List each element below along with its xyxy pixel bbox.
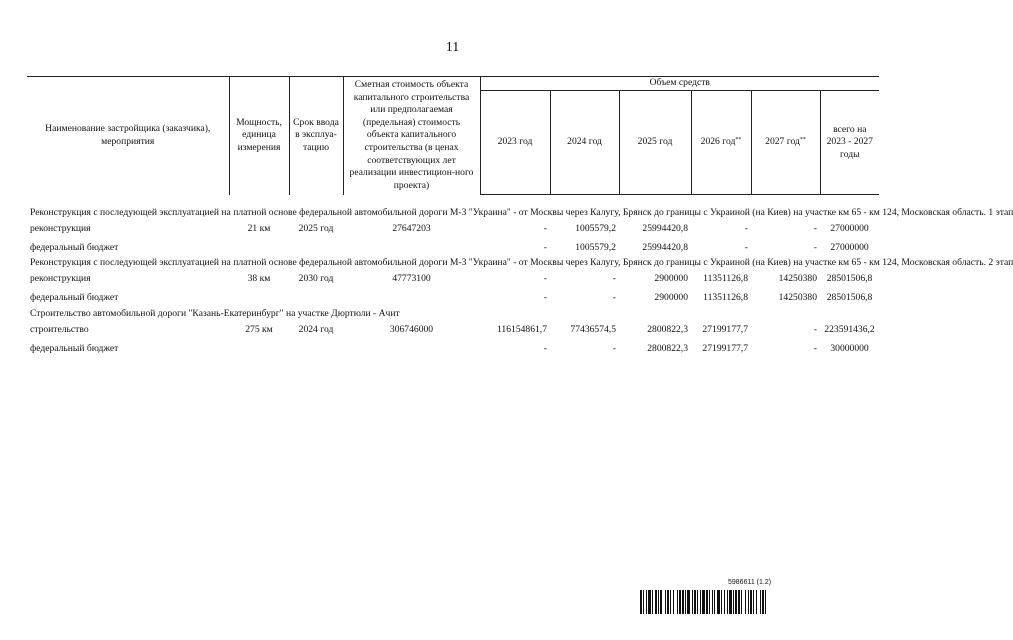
project-title-row: [27, 257, 879, 269]
cell-y2026: -: [744, 241, 748, 253]
project-title: Строительство автомобильной дороги "Казань-Екатеринбург" на участке Дюртюли - Ачит: [30, 307, 400, 319]
cell-y2024: 1005579,2: [575, 241, 616, 253]
cell-y2025: 2900000: [654, 292, 688, 304]
row-label: федеральный бюджет: [30, 292, 119, 304]
cell-capacity: 21 км: [247, 222, 271, 234]
cell-total: 27000000: [830, 241, 869, 253]
cell-capacity: 38 км: [247, 273, 271, 285]
cell-y2025: 2800822,3: [647, 342, 688, 354]
row-label: реконструкция: [30, 273, 91, 285]
cell-y2025: 2800822,3: [647, 323, 688, 335]
cell-y2027: -: [813, 323, 817, 335]
cell-y2024: 77436574,5: [570, 323, 616, 335]
cell-y2024: -: [612, 292, 616, 304]
cell-y2025: 2900000: [654, 273, 688, 285]
cell-y2027: -: [813, 241, 817, 253]
cell-term: 2024 год: [298, 323, 334, 335]
cell-term: [289, 339, 343, 358]
project-title: Реконструкция с последующей эксплуатацией на платной основе федеральной автомобильной дороги М-3 "Украина" - от Москвы через Калугу, Брянск до границы с Украиной (на Киев) на участке км 65 - км 124, Московская область. 1 этап: [30, 207, 1013, 218]
table-row: [27, 219, 879, 238]
row-label: строительство: [30, 323, 89, 335]
header-2024: 2024 год: [550, 91, 619, 195]
cell-capacity: 275 км: [245, 323, 273, 335]
header-name: Наименование застройщика (заказчика), мероприятия: [27, 77, 229, 195]
cell-term: 2025 год: [298, 222, 334, 234]
cell-y2026: 27199177,7: [702, 342, 748, 354]
table-row: [27, 238, 879, 257]
cell-y2025: 25994420,8: [642, 241, 688, 253]
page-number: 11: [445, 40, 460, 55]
project-title: Реконструкция с последующей эксплуатацией на платной основе федеральной автомобильной дороги М-3 "Украина" - от Москвы через Калугу, Брянск до границы с Украиной (на Киев) на участке км 65 - км 124, Московская область. 2 этап: [30, 257, 1013, 269]
cell-y2024: -: [612, 342, 616, 354]
cell-y2026: 27199177,7: [702, 323, 748, 335]
cell-y2023: -: [543, 241, 547, 253]
cell-y2025: 25994420,8: [642, 222, 688, 234]
header-cost: Сметная стоимость объекта капитального строительства или предполагаемая (предельная) стоимость объекта капитального строительства (в ценах соответствующих лет реализации инвестицион-ного проекта): [343, 77, 480, 195]
cell-term: [289, 289, 343, 308]
cell-term: [289, 238, 343, 257]
header-2026: 2026 год**: [691, 91, 751, 195]
cell-y2026: -: [744, 222, 748, 234]
header-term: Срок ввода в эксплуа-тацию: [289, 77, 343, 195]
cell-cost: [343, 339, 480, 358]
table-row: [27, 289, 879, 308]
table-row: [27, 270, 879, 289]
table-row: [27, 320, 879, 339]
cell-cost: 306746000: [389, 323, 434, 335]
table-body: [27, 195, 1013, 359]
cell-total: 28501506,8: [826, 273, 873, 285]
cell-y2023: -: [543, 292, 547, 304]
row-label: реконструкция: [30, 222, 91, 234]
header-capacity: Мощность, единица измерения: [229, 77, 289, 195]
cell-cost: 27647203: [392, 222, 431, 234]
cell-term: 2030 год: [298, 273, 334, 285]
cell-total: 223591436,2: [824, 323, 875, 335]
project-title-row: [27, 207, 879, 219]
investment-table: [27, 76, 1013, 358]
cell-y2026: 11351126,8: [703, 273, 748, 285]
cell-capacity: [229, 339, 289, 358]
cell-cost: [343, 238, 480, 257]
cell-y2024: -: [612, 273, 616, 285]
cell-cost: [343, 289, 480, 308]
cell-capacity: [229, 238, 289, 257]
barcode: [640, 590, 858, 614]
cell-y2027: 14250380: [778, 273, 817, 285]
cell-total: 28501506,8: [826, 292, 873, 304]
cell-y2023: -: [543, 222, 547, 234]
project-title-row: [27, 308, 879, 320]
cell-y2026: 11351126,8: [703, 292, 748, 304]
cell-total: 27000000: [830, 222, 869, 234]
header-volume: Объем средств: [480, 77, 879, 91]
row-label: федеральный бюджет: [30, 241, 119, 253]
table-row: [27, 339, 879, 358]
header-2025: 2025 год: [619, 91, 691, 195]
cell-y2023: -: [543, 273, 547, 285]
cell-y2023: -: [543, 342, 547, 354]
cell-y2027: -: [813, 342, 817, 354]
cell-total: 30000000: [830, 342, 869, 354]
barcode-text: 5986611 (1.2): [728, 579, 772, 586]
header-total: всего на 2023 - 2027 годы: [820, 91, 879, 195]
cell-y2027: -: [813, 222, 817, 234]
cell-y2023: 116154861,7: [496, 323, 547, 335]
cell-y2027: 14250380: [778, 292, 817, 304]
cell-capacity: [229, 289, 289, 308]
spacer-row: [27, 195, 879, 208]
row-label: федеральный бюджет: [30, 342, 119, 354]
cell-cost: 47773100: [392, 273, 431, 285]
header-2023: 2023 год: [480, 91, 550, 195]
header-2027: 2027 год**: [751, 91, 820, 195]
cell-y2024: 1005579,2: [575, 222, 616, 234]
